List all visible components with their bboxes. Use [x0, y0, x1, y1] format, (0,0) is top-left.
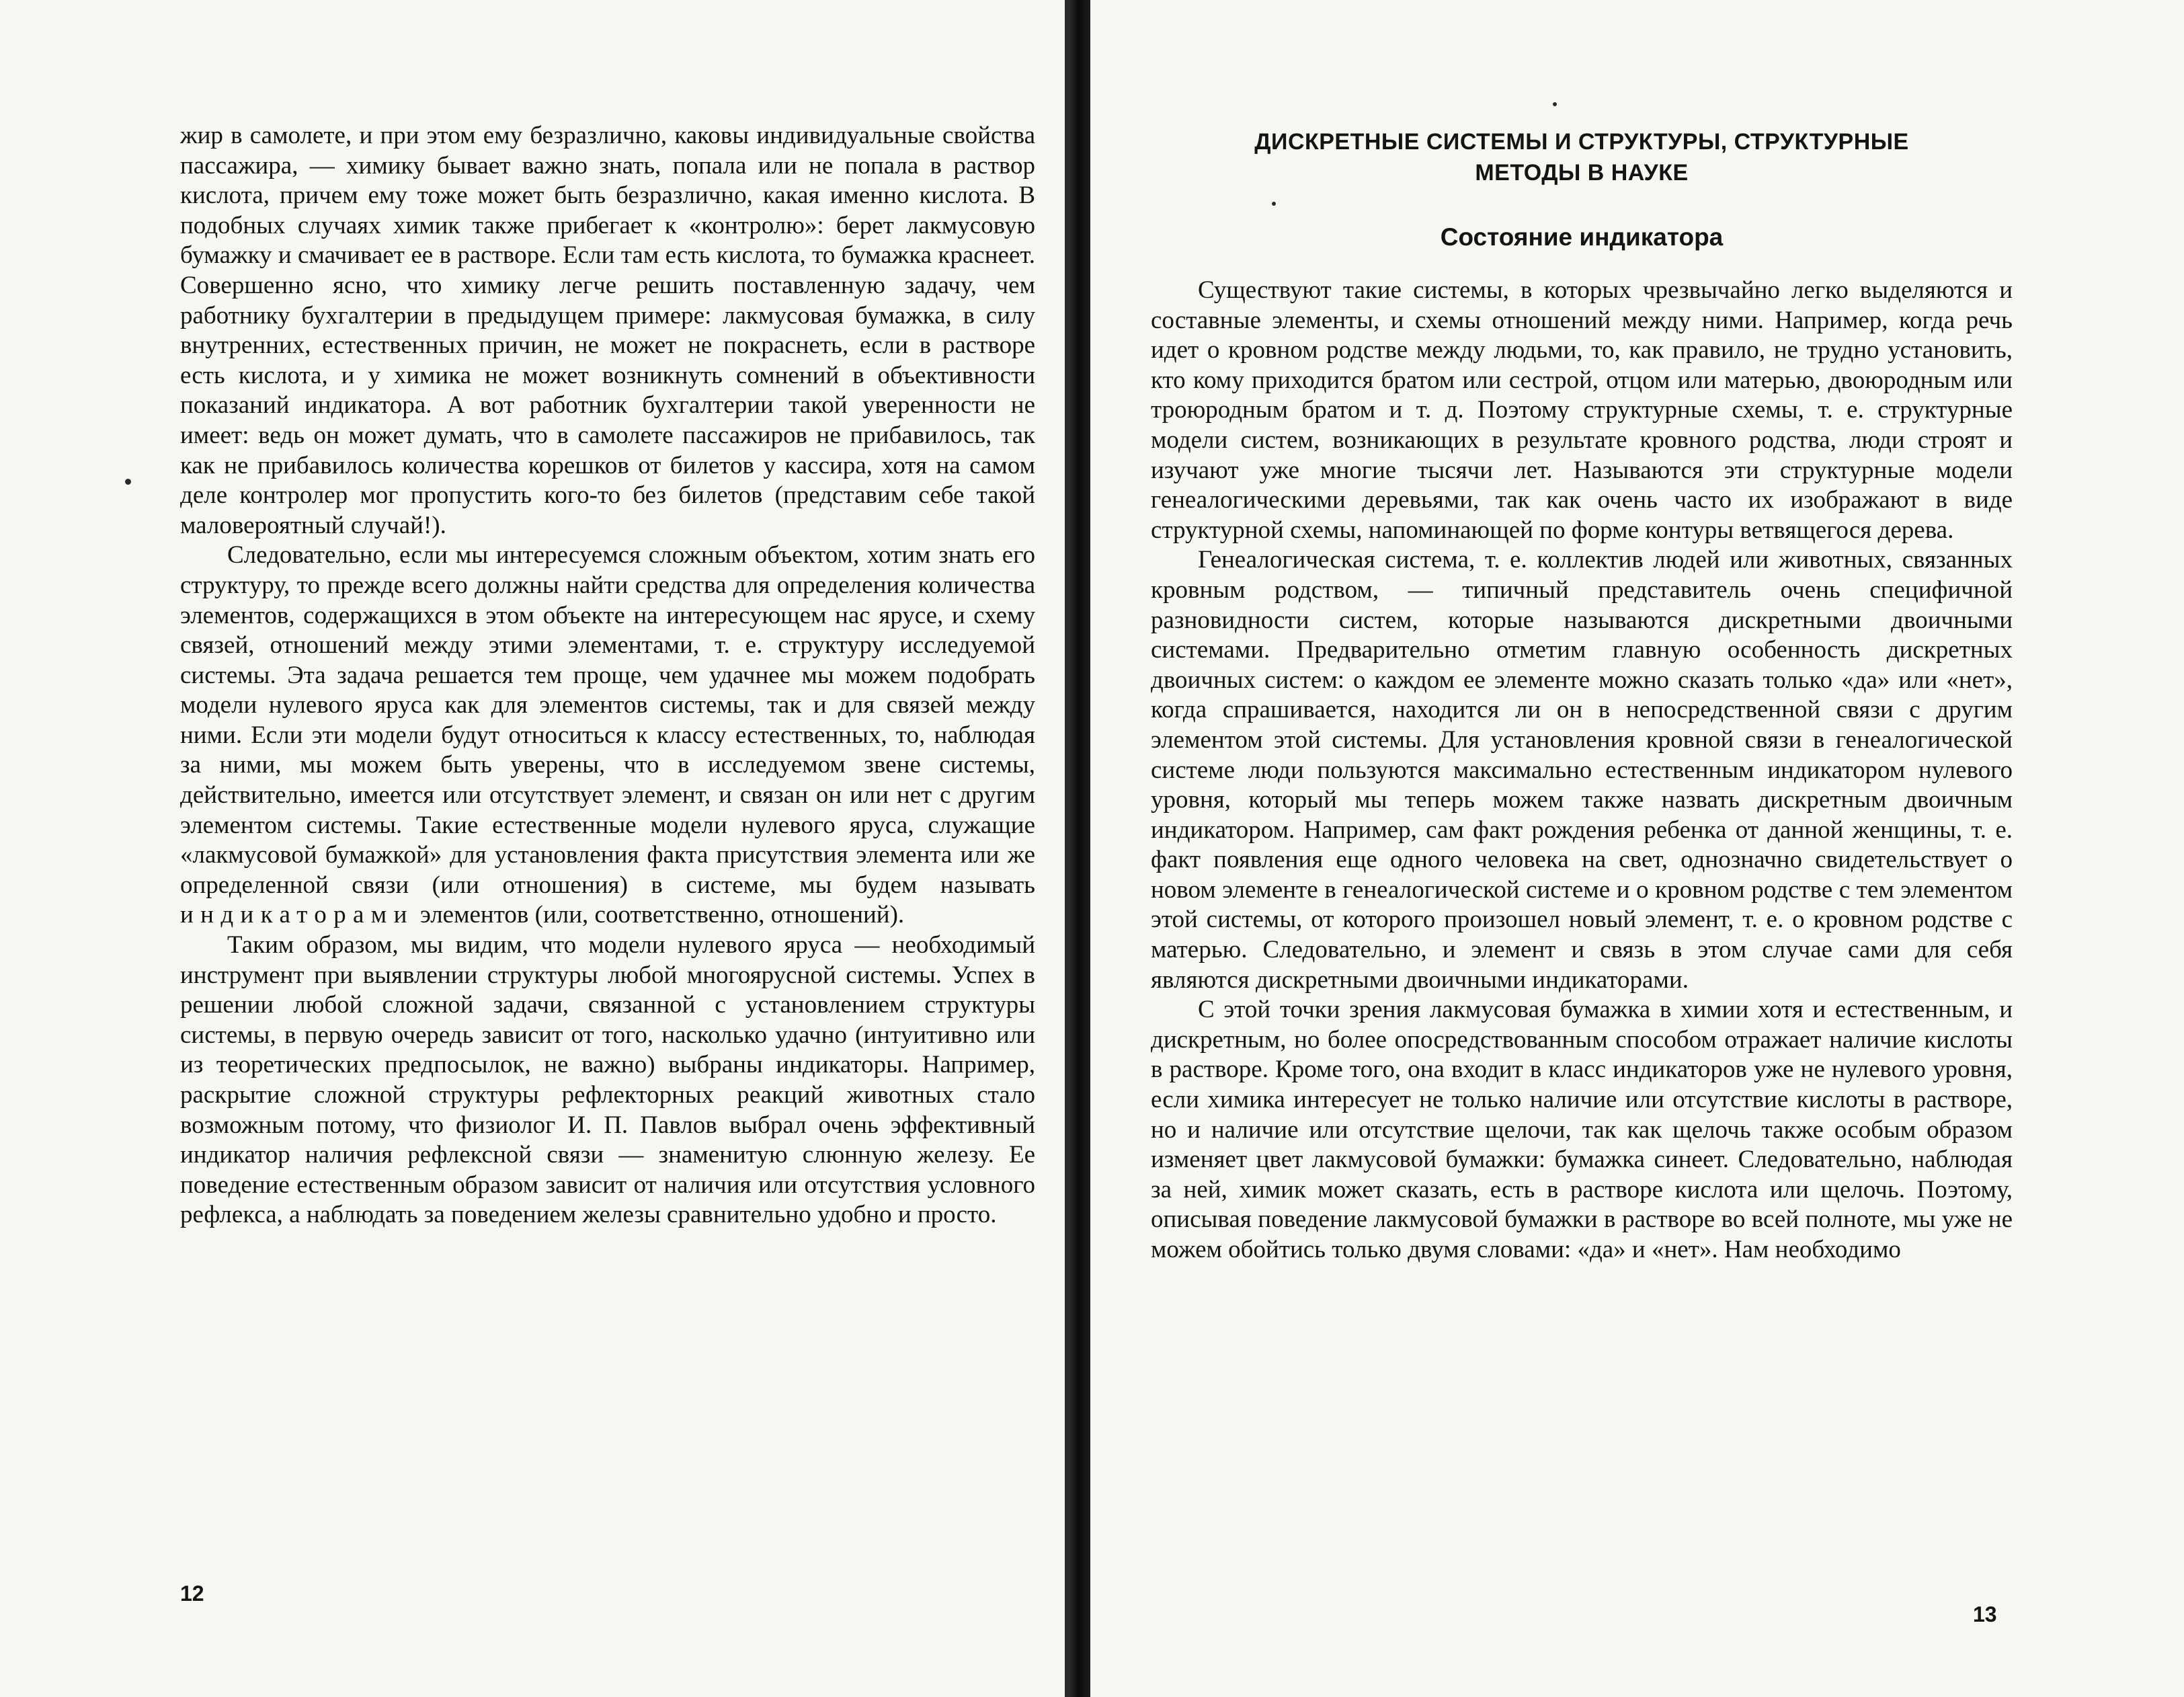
book-gutter — [1069, 0, 1090, 1697]
scan-speck — [125, 479, 131, 485]
chapter-title-line-2: МЕТОДЫ В НАУКЕ — [1475, 160, 1689, 186]
left-paragraph-3-text: Таким образом, мы видим, что модели нулевого яруса — необходимый инструмент при выявлении структуры любой многоярусной системы. Успех в решении любой сложной задачи, связанной с установлением структуры системы, в первую очередь зависит от того, насколько удачно (интуитивно или из теоретических предпосылок, не важно) выбраны индикаторы. Например, раскрытие сложной структуры рефлекторных реакций животных стало возможным потому, что физиолог И. П. Павлов выбрал очень эффективный индикатор наличия рефлексной связи — знаменитую слюнную железу. Ее поведение естественным образом зависит от наличия или отсутствия условного рефлекса, а наблюдать за поведением железы сравнительно удобно и просто. — [180, 931, 1035, 1229]
left-paragraph-1-text: жир в самолете, и при этом ему безразлично, каковы индивидуальные свойства пассажира, — химику бывает важно знать, попала или не попала в раствор кислота, причем ему тоже может быть безразлично, какая именно кислота. В подобных случаях химик также прибегает к «контролю»: берет лакмусовую бумажку и смачивает ее в растворе. Если там есть кислота, то бумажка краснеет. Совершенно ясно, что химику легче решить поставленную задачу, чем работнику бухгалтерии в предыдущем примере: лакмусовая бумажка, в силу внутренних, естественных причин, не может не покраснеть, если в растворе есть кислота, и у химика не может возникнуть сомнений в объективности показаний индикатора. А вот работник бухгалтерии такой уверенности не имеет: ведь он может думать, что в самолете пассажиров не прибавилось, так как не прибавилось количества корешков от билетов у кассира, хотя на самом деле контролер мог пропустить кого-то без билетов (представим себе такой маловероятный случай!). — [180, 122, 1035, 539]
spaced-term-indicators: индикаторами — [180, 901, 414, 929]
left-page-text — [180, 121, 1035, 1230]
left-paragraph-3 — [180, 931, 1035, 1230]
left-paragraph-2 — [180, 541, 1035, 931]
right-page — [1090, 0, 2184, 1697]
chapter-title — [1151, 126, 2013, 188]
right-page-text — [1151, 276, 2013, 1265]
left-page — [0, 0, 1069, 1697]
right-page-number: 13 — [1973, 1602, 1997, 1626]
left-page-number: 12 — [180, 1581, 204, 1606]
left-paragraph-1 — [180, 121, 1035, 541]
section-title: Состояние индикатора — [1440, 223, 1724, 251]
scan-speck — [1272, 202, 1276, 206]
right-paragraph-3: С этой точки зрения лакмусовая бумажка в химии хотя и естественным, и дискретным, но более опосредствованным способом отражает наличие кислоты в растворе. Кроме того, она входит в класс индикаторов уже не нулевого уровня, если химика интересует не только наличие или отсутствие кислоты в растворе, но и наличие или отсутствие щелочи, так как щелочь также особым образом изменяет цвет лакмусовой бумажки: бумажка синеет. Следовательно, наблюдая за ней, химик может сказать, есть в растворе кислота или щелочь. Поэтому, описывая поведение лакмусовой бумажки в растворе во всей полноте, мы уже не можем обойтись только двумя словами: «да» и «нет». Нам необходимо — [1151, 996, 2013, 1263]
chapter-title-line-1: ДИСКРЕТНЫЕ СИСТЕМЫ И СТРУКТУРЫ, СТРУКТУРНЫЕ — [1254, 129, 1909, 155]
right-paragraph-1: Существуют такие системы, в которых чрезвычайно легко выделяются и составные элементы, и схемы отношений между ними. Например, когда речь идет о кровном родстве между людьми, то, как правило, не трудно установить, кто кому приходится братом или сестрой, отцом или матерью, двоюродным или троюродным братом и т. д. Поэтому структурные схемы, т. е. структурные модели систем, возникающих в результате кровного родства, люди строят и изучают уже многие тысячи лет. Называются эти структурные модели генеалогическими деревьями, так как очень часто их изображают в виде структурной схемы, напоминающей по форме контуры ветвящегося дерева. — [1151, 276, 2013, 544]
right-paragraph-2: Генеалогическая система, т. е. коллектив людей или животных, связанных кровным родством, — типичный представитель очень специфичной разновидности систем, которые называются дискретными двоичными системами. Предварительно отметим главную особенность дискретных двоичных систем: о каждом ее элементе можно сказать только «да» или «нет», когда спрашивается, находится ли он в непосредственной связи с другим элементом этой системы. Для установления кровной связи в генеалогической системе люди пользуются максимально естественным индикатором нулевого уровня, который мы теперь можем также назвать дискретным двоичным индикатором. Например, сам факт рождения ребенка от данной женщины, т. е. факт появления еще одного человека на свет, однозначно свидетельствует о новом элементе в генеалогической системе и о кровном родстве с тем элементом этой системы, от которого произошел новый элемент, т. е. о кровном родстве с матерью. Следовательно, и элемент и связь в этом случае сами для себя являются дискретными двоичными индикаторами. — [1151, 546, 2013, 994]
scan-speck — [1553, 102, 1557, 106]
left-paragraph-2-text: Следовательно, если мы интересуемся сложным объектом, хотим знать его структуру, то прежде всего должны найти средства для определения количества элементов, содержащихся в этом объекте на интересующем нас ярусе, и схему связей, отношений между этими элементами, т. е. структуру исследуемой системы. Эта задача решается тем проще, чем удачнее мы можем подобрать модели нулевого яруса как для элементов системы, так и для связей между ними. Если эти модели будут относиться к классу естественных, то, наблюдая за ними, мы можем быть уверены, что в исследуемом звене системы, действительно, имеется или отсутствует элемент, и связан он или нет с другим элементом системы. Такие естественные модели нулевого яруса, служащие «лакмусовой бумажкой» для установления факта присутствия элемента или же определенной связи (или отношения) в системе, мы будем называть — [180, 541, 1035, 899]
left-paragraph-2-tail: элементов (или, соответственно, отношений). — [413, 901, 905, 929]
